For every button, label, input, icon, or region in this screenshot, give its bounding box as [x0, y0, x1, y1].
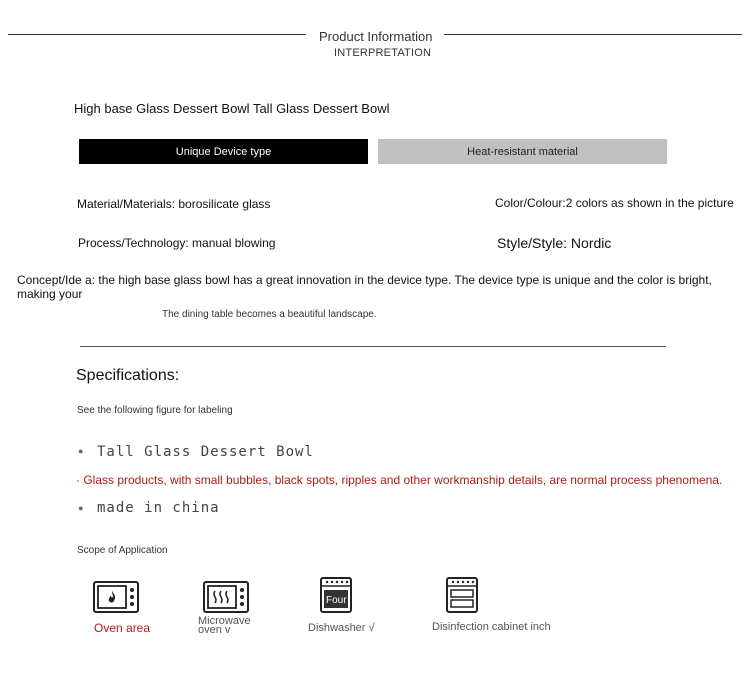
labeling-note: See the following figure for labeling: [77, 405, 233, 416]
tab-heat-resistant-material[interactable]: Heat-resistant material: [378, 139, 667, 164]
dishwasher-label: Dishwasher √: [308, 622, 375, 634]
process-attribute: Process/Technology: manual blowing: [78, 236, 276, 250]
color-attribute: Color/Colour:2 colors as shown in the picture: [495, 196, 734, 210]
workmanship-warning: · Glass products, with small bubbles, black spots, ripples and other workmanship details, are normal process phenomena.: [76, 473, 723, 487]
microwave-icon: [203, 581, 249, 618]
disinfection-cabinet-label: Disinfection cabinet inch: [432, 621, 551, 633]
section-divider: [80, 346, 666, 347]
bullet-1: ●: [78, 446, 84, 456]
oven-icon: [93, 581, 139, 618]
spec-item-name: Tall Glass Dessert Bowl: [97, 444, 314, 460]
style-attribute: Style/Style: Nordic: [497, 235, 612, 251]
concept-text: Concept/Ide a: the high base glass bowl has a great innovation in the device type. The device type is unique and the color is bright, making your: [17, 273, 712, 301]
header-rule-left: [8, 34, 306, 35]
product-name: High base Glass Dessert Bowl Tall Glass Dessert Bowl: [74, 101, 390, 116]
disinfection-cabinet-icon: [446, 577, 478, 618]
header-rule-right: [444, 34, 742, 35]
microwave-label: Microwave oven v: [198, 615, 251, 636]
section-title: Product Information: [319, 29, 433, 44]
dishwasher-icon-text: Four: [326, 595, 347, 606]
concept-continuation: The dining table becomes a beautiful landscape.: [162, 309, 377, 320]
material-attribute: Material/Materials: borosilicate glass: [77, 197, 271, 211]
spec-item-origin: made in china: [97, 500, 220, 516]
tab-unique-device-type[interactable]: Unique Device type: [79, 139, 368, 164]
section-subtitle: INTERPRETATION: [334, 47, 432, 59]
specifications-heading: Specifications:: [76, 367, 180, 384]
oven-label: Oven area: [94, 621, 151, 635]
scope-heading: Scope of Application: [77, 545, 168, 556]
bullet-2: ●: [78, 503, 84, 513]
